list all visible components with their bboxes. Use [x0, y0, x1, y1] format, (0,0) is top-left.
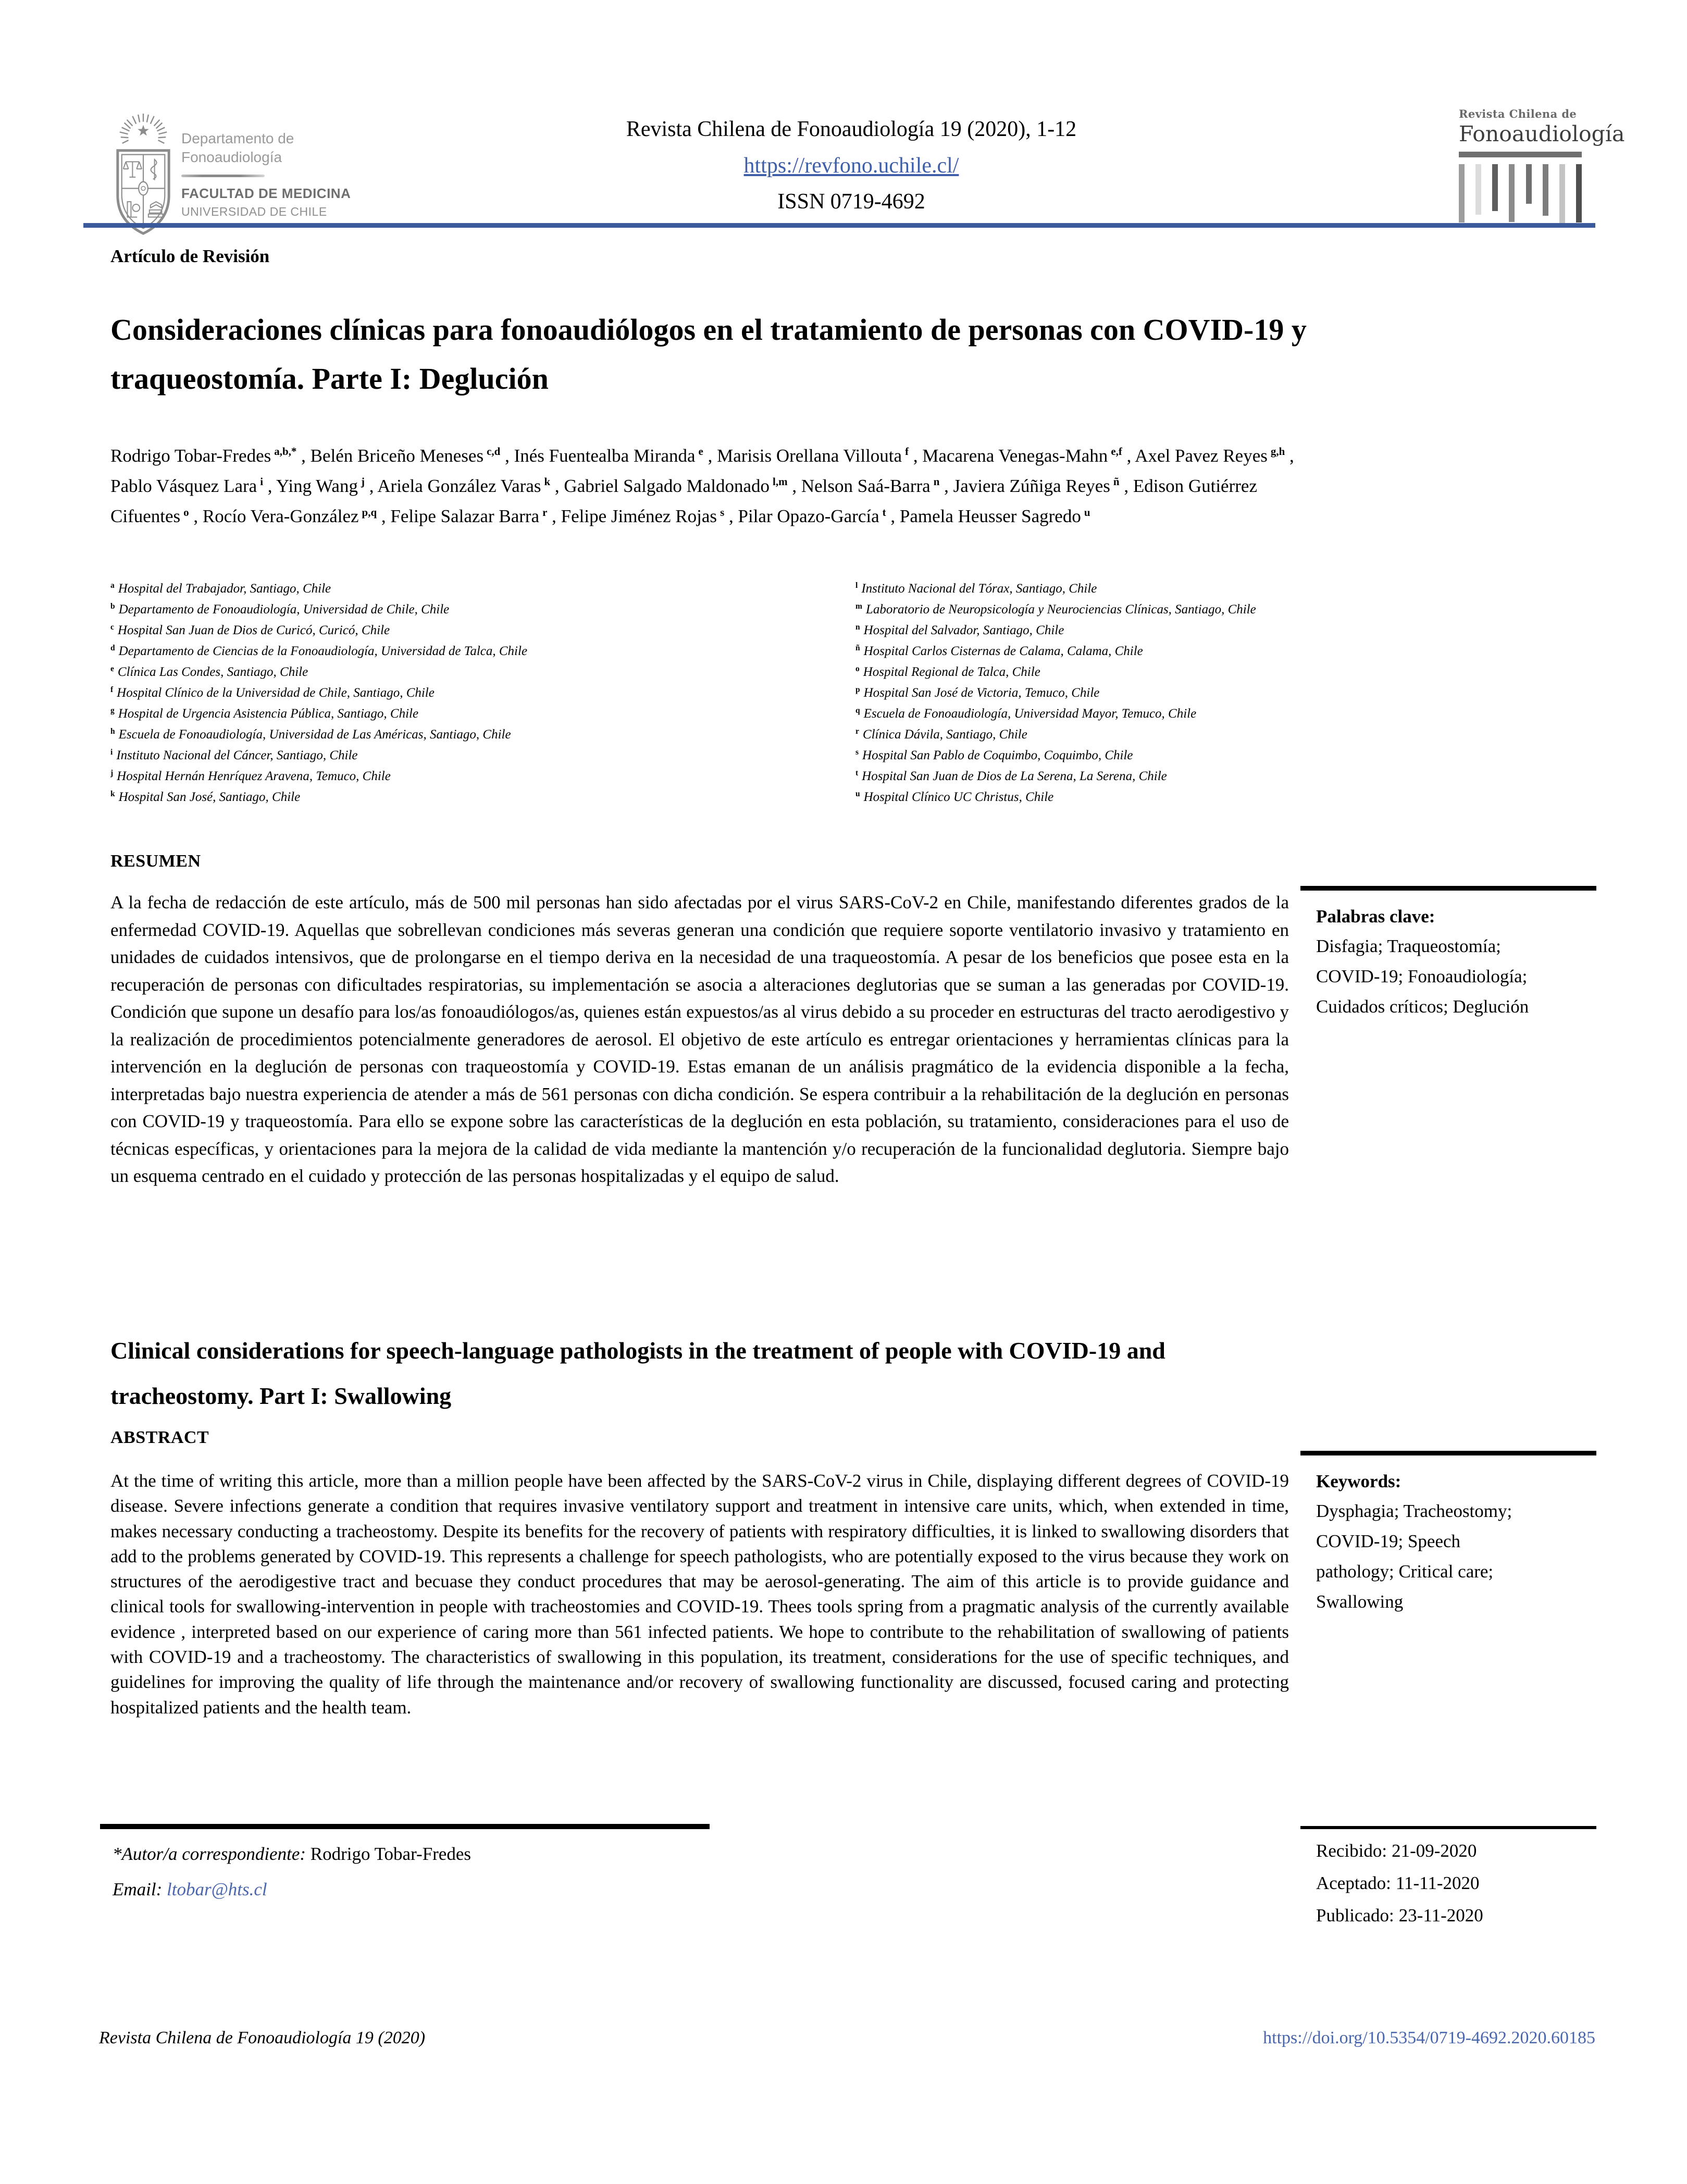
keywords-block: [1300, 1451, 1596, 1617]
author-affiliation-sup: i: [260, 475, 264, 488]
dept-name-line2: Fonoaudiología: [181, 149, 282, 166]
affiliation-item: [855, 745, 1601, 766]
date-row: [1316, 1841, 1596, 1861]
palabras-clave-heading: Palabras clave:: [1316, 906, 1435, 927]
author: Rocío Vera-González $^{p,q}$: [202, 505, 377, 527]
author-affiliation-sup: a,b,*: [274, 445, 297, 458]
affiliation-sup: k: [110, 789, 115, 798]
author-affiliation-sup: j: [361, 475, 365, 488]
author-affiliation-sup: f: [905, 445, 909, 458]
affiliation-item: [110, 724, 855, 745]
correspondence-block: [100, 1824, 829, 1900]
journal-citation-line: Revista Chilena de Fonoaudiología 19 (2020), 1-12: [626, 117, 1077, 141]
author: Belén Briceño Meneses $^{c,d}$: [310, 445, 501, 466]
email-link[interactable]: ltobar@hts.cl: [167, 1879, 267, 1899]
keywords-heading: Keywords:: [1316, 1471, 1401, 1491]
author: Felipe Jiménez Rojas $^s$: [561, 505, 725, 527]
affiliation-item: [110, 620, 855, 641]
logo-divider: [181, 175, 265, 177]
affiliation-text: Departamento de Fonoaudiología, Universidad de Chile, Chile: [118, 602, 450, 616]
affiliations-right-column: [855, 578, 1601, 808]
dates-list: [1300, 1841, 1596, 1926]
date-label: Aceptado:: [1316, 1873, 1391, 1893]
affiliation-sup: ñ: [855, 643, 860, 652]
affiliation-sup: j: [110, 768, 114, 778]
affiliation-sup: t: [855, 768, 859, 778]
journal-url-link[interactable]: https://revfono.uchile.cl/: [743, 153, 959, 178]
affiliation-item: [855, 787, 1601, 808]
affiliation-text: Hospital San Pablo de Coquimbo, Coquimbo, Chile: [862, 748, 1133, 762]
article-type-label: Artículo de Revisión: [110, 246, 270, 266]
date-value: 11-11-2020: [1395, 1873, 1480, 1893]
affiliation-sup: n: [855, 622, 860, 632]
journal-logo: [1459, 107, 1625, 228]
journal-issn: ISSN 0719-4692: [777, 190, 925, 214]
author: Rodrigo Tobar-Fredes $^{a,b,*}$: [110, 445, 297, 466]
date-row: [1316, 1873, 1596, 1894]
author: Edison Gutiérrez Cifuentes $^o$: [110, 476, 1257, 527]
author-affiliation-sup: c,d: [487, 445, 501, 458]
affiliation-sup: b: [110, 601, 115, 611]
keywords-text: Dysphagia; Tracheostomy; COVID-19; Speech pathology; Critical care; Swallowing: [1316, 1501, 1512, 1612]
affiliation-text: Hospital San José, Santiago, Chile: [118, 790, 301, 804]
author: Macarena Venegas-Mahn $^{e,f}$: [922, 445, 1122, 466]
abstract-text: At the time of writing this article, more than a million people have been affected by the SARS-CoV-2 virus in Chile, displaying different degrees of COVID-19 disease. Severe infections generate a condition that requires invasive ventilatory support and treatment in intensive care units, which, when extended in time, makes necessary conducting a tracheostomy. Despite its benefits for the recovery of patients with respiratory difficulties, it is linked to swallowing disorders that add to the problems generated by COVID-19. This represents a challenge for speech pathologists, who are potentially exposed to the virus because they work on structures of the aerodigestive tract and becuase they conduct procedures that may be aerosol-generating. The aim of this article is to provide guidance and clinical tools for swallowing-intervention in people with tracheostomies and COVID-19. Thees tools spring from a pragmatic analysis of the currently available evidence , interpreted based on our experience of caring more than 561 infected patients. We hope to contribute to the rehabilitation of swallowing of patients with COVID-19 and a tracheostomy. The characteristics of swallowing in this population, its treatment, considerations for the use of specific techniques, and guidelines for improving the quality of life through the maintenance and/or recovery of swallowing functionality are discussed, focused caring and protecting hospitalized patients and the health team.: [110, 1471, 1289, 1718]
affiliation-sup: f: [110, 685, 114, 694]
resumen-heading: RESUMEN: [110, 852, 201, 871]
affiliation-item: [110, 599, 855, 620]
keywords-rule: [1300, 1451, 1596, 1455]
author: Axel Pavez Reyes $^{g,h}$: [1135, 445, 1285, 466]
affiliation-sup: q: [855, 706, 860, 715]
affiliation-item: [110, 578, 855, 599]
affiliation-sup: p: [855, 685, 860, 694]
affiliation-sup: d: [110, 643, 115, 652]
affiliation-item: [110, 662, 855, 683]
article-title-en: Clinical considerations for speech-language pathologists in the treatment of people with COVID-19 and tracheostomy. Part I: Swallowing: [110, 1337, 1165, 1410]
affiliation-item: [110, 787, 855, 808]
abstract-heading: ABSTRACT: [110, 1428, 209, 1447]
affiliation-item: [855, 704, 1601, 724]
author: Pamela Heusser Sagredo $^u$: [899, 505, 1090, 527]
affiliation-item: [855, 766, 1601, 787]
author: Pilar Opazo-García $^t$: [738, 505, 886, 527]
affiliation-sup: e: [110, 664, 114, 673]
sound-bar: [1543, 164, 1548, 216]
affiliation-text: Clínica Dávila, Santiago, Chile: [862, 727, 1027, 742]
authors-line: Rodrigo Tobar-Fredes $^{a,b,*}$ , Belén Briceño Meneses $^{c,d}$ , Inés Fuentealba Miranda $^e$ , Marisis Orellana Villouta $^f$ , Macarena Venegas-Mahn $^{e,f}$ , Axel Pavez Reyes $^{g,h}$ , Pablo Vásquez Lara $^i$ , Ying Wang $^j$ , Ariela González Varas $^k$ , Gabriel Salgado Maldonado $^{l,m}$ , Nelson Saá-Barra $^n$ , Javiera Zúñiga Reyes $^ñ$ , Edison Gutiérrez Cifuentes $^o$ , Rocío Vera-González $^{p,q}$ , Felipe Salazar Barra $^r$ , Felipe Jiménez Rojas $^s$ , Pilar Opazo-García $^t$ , Pamela Heusser Sagredo $^u$: [110, 445, 1294, 527]
author: Pablo Vásquez Lara $^i$: [110, 475, 264, 497]
author: Ariela González Varas $^k$: [377, 475, 551, 497]
dates-block: [1300, 1826, 1596, 1926]
author: Felipe Salazar Barra $^r$: [390, 505, 548, 527]
uchile-shield-logo-icon: [113, 109, 174, 240]
affiliation-sup: h: [110, 726, 115, 736]
affiliation-sup: o: [855, 664, 860, 673]
affiliations-left-column: [110, 578, 855, 808]
journal-logo-name-small: Revista Chilena de: [1459, 107, 1577, 120]
affiliation-item: [855, 641, 1601, 662]
affiliation-item: [855, 620, 1601, 641]
author-affiliation-sup: t: [882, 505, 886, 519]
header-accent-rule: [83, 223, 1595, 228]
palabras-clave-block: [1300, 886, 1596, 1022]
author-affiliation-sup: g,h: [1270, 445, 1285, 458]
affiliation-sup: a: [110, 581, 115, 590]
affiliation-item: [110, 766, 855, 787]
affiliation-item: [855, 578, 1601, 599]
author-affiliation-sup: u: [1084, 505, 1090, 519]
author-affiliation-sup: l,m: [773, 475, 788, 488]
author-affiliation-sup: e,f: [1111, 445, 1122, 458]
affiliation-item: [110, 683, 855, 704]
affiliation-item: [855, 662, 1601, 683]
affiliation-sup: s: [855, 747, 859, 757]
affiliation-sup: m: [855, 601, 862, 611]
affiliation-sup: l: [855, 581, 858, 590]
affiliation-text: Instituto Nacional del Cáncer, Santiago, Chile: [116, 748, 358, 762]
affiliation-text: Escuela de Fonoaudiología, Universidad Mayor, Temuco, Chile: [863, 707, 1197, 721]
email-label: Email:: [113, 1879, 163, 1899]
affiliation-text: Departamento de Ciencias de la Fonoaudiología, Universidad de Talca, Chile: [118, 644, 528, 658]
correspondence-label: *Autor/a correspondiente:: [113, 1844, 306, 1864]
date-row: [1316, 1905, 1596, 1926]
header-center: [528, 112, 1174, 220]
author-affiliation-sup: s: [720, 505, 725, 519]
author-affiliation-sup: n: [933, 475, 940, 488]
dept-logo-text: [181, 129, 351, 219]
palabras-clave-text: Disfagia; Traqueostomía; COVID-19; Fonoaudiología; Cuidados críticos; Deglución: [1316, 936, 1529, 1017]
affiliation-item: [110, 745, 855, 766]
correspondence-rule: [100, 1824, 710, 1829]
article-title-es: Consideraciones clínicas para fonoaudiólogos en el tratamiento de personas con COVID-19 y traqueostomía. Parte I: Deglución: [110, 313, 1307, 396]
affiliation-sup: g: [110, 706, 115, 715]
author: Nelson Saá-Barra $^n$: [801, 475, 940, 497]
footer-journal: Revista Chilena de Fonoaudiología 19 (2020): [99, 2028, 426, 2047]
affiliation-text: Laboratorio de Neuropsicología y Neurociencias Clínicas, Santiago, Chile: [865, 602, 1256, 616]
affiliation-text: Hospital de Urgencia Asistencia Pública, Santiago, Chile: [118, 707, 419, 721]
correspondence-email-line: [113, 1879, 829, 1900]
date-value: 21-09-2020: [1392, 1841, 1477, 1861]
affiliation-sup: c: [110, 622, 114, 632]
affiliation-sup: i: [110, 747, 113, 757]
university-label: UNIVERSIDAD DE CHILE: [181, 204, 327, 218]
affiliation-sup: u: [855, 789, 860, 798]
journal-logo-name-big: Fonoaudiología: [1459, 121, 1625, 146]
author-affiliation-sup: r: [542, 505, 548, 519]
sound-bar: [1576, 164, 1582, 223]
sound-bar: [1559, 164, 1565, 225]
sound-bar: [1509, 164, 1515, 222]
affiliations: [110, 578, 1606, 808]
faculty-label: FACULTAD DE MEDICINA: [181, 185, 351, 201]
affiliation-text: Hospital San Juan de Dios de Curicó, Curicó, Chile: [117, 623, 390, 637]
affiliation-item: [110, 704, 855, 724]
affiliation-text: Hospital Carlos Cisternas de Calama, Calama, Chile: [863, 644, 1143, 658]
dept-name-line1: Departamento de: [181, 130, 294, 146]
affiliation-text: Hospital Clínico de la Universidad de Chile, Santiago, Chile: [117, 686, 435, 700]
doi-link[interactable]: https://doi.org/10.5354/0719-4692.2020.60185: [1263, 2028, 1595, 2047]
affiliation-item: [855, 683, 1601, 704]
author: Gabriel Salgado Maldonado $^{l,m}$: [564, 475, 788, 497]
affiliation-text: Instituto Nacional del Tórax, Santiago, Chile: [861, 582, 1097, 596]
affiliation-text: Hospital San José de Victoria, Temuco, Chile: [863, 686, 1100, 700]
author: Ying Wang $^j$: [276, 475, 365, 497]
correspondence-name: Rodrigo Tobar-Fredes: [310, 1844, 471, 1864]
affiliation-text: Hospital San Juan de Dios de La Serena, La Serena, Chile: [862, 769, 1167, 783]
affiliation-text: Hospital Clínico UC Christus, Chile: [863, 790, 1054, 804]
affiliation-text: Hospital Hernán Henríquez Aravena, Temuco, Chile: [117, 769, 391, 783]
affiliation-text: Escuela de Fonoaudiología, Universidad de Las Américas, Santiago, Chile: [118, 727, 511, 742]
journal-logo-bar: [1459, 152, 1582, 157]
affiliation-text: Hospital del Salvador, Santiago, Chile: [863, 623, 1064, 637]
affiliation-text: Clínica Las Condes, Santiago, Chile: [117, 665, 308, 679]
author: Inés Fuentealba Miranda $^e$: [514, 445, 703, 466]
affiliation-item: [855, 599, 1601, 620]
sound-bar: [1492, 164, 1498, 211]
date-label: Publicado:: [1316, 1905, 1394, 1926]
affiliation-item: [110, 641, 855, 662]
sound-bars-icon: [1459, 164, 1582, 228]
author: Javiera Zúñiga Reyes $^ñ$: [953, 475, 1120, 497]
palabras-clave-rule: [1300, 886, 1596, 891]
resumen-text: A la fecha de redacción de este artículo, más de 500 mil personas han sido afectadas por el virus SARS-CoV-2 en Chile, manifestando diferentes grados de la enfermedad COVID-19. Aquellas que sobrellevan condiciones más severas generan una condición que requiere soporte ventilatorio invasivo y tratamiento en unidades de cuidados intensivos, que de prolongarse en el tiempo deriva en la necesidad de una traqueostomía. A pesar de los beneficios que posee esta en la recuperación de personas con dificultades respiratorias, su implementación se asocia a alteraciones deglutorias que se suman a las generadas por COVID-19. Condición que supone un desafío para los/as fonoaudiólogos/as, quienes están expuestos/as al virus debido a su proceder en estructuras del tracto aerodigestivo y la realización de procedimientos potencialmente generadores de aerosol. El objetivo de este artículo es entregar orientaciones y herramientas clínicas para la intervención en la deglución de personas con traqueostomía y COVID-19. Estas emanan de un análisis pragmático de la evidencia disponible a la fecha, interpretadas bajo nuestra experiencia de atender a más de 561 personas con dicha condición. Se espera contribuir a la rehabilitación de la deglución en personas con COVID-19 y traqueostomía. Para ello se expone sobre las características de la deglución en esta población, su tratamiento, consideraciones para el uso de técnicas específicas, y orientaciones para la mejora de la calidad de vida mediante la mantención y/o recuperación de la funcionalidad deglutoria. Siempre bajo un esquema centrado en el cuidado y protección de las personas hospitalizadas y el equipo de salud.: [110, 892, 1289, 1186]
affiliation-text: Hospital del Trabajador, Santiago, Chile: [118, 582, 331, 596]
date-label: Recibido:: [1316, 1841, 1387, 1861]
author-affiliation-sup: p,q: [362, 505, 377, 519]
affiliation-text: Hospital Regional de Talca, Chile: [863, 665, 1040, 679]
author-affiliation-sup: e: [698, 445, 703, 458]
date-value: 23-11-2020: [1398, 1905, 1483, 1926]
affiliation-item: [855, 724, 1601, 745]
author-affiliation-sup: o: [183, 505, 189, 519]
sound-bar: [1459, 164, 1465, 223]
correspondence-author-line: [113, 1844, 829, 1865]
sound-bar: [1475, 164, 1481, 215]
sound-bar: [1526, 164, 1532, 204]
author-affiliation-sup: k: [544, 475, 551, 488]
dates-rule: [1300, 1826, 1596, 1829]
author: Marisis Orellana Villouta $^f$: [717, 445, 909, 466]
affiliation-sup: r: [855, 726, 859, 736]
author-affiliation-sup: ñ: [1113, 475, 1120, 488]
